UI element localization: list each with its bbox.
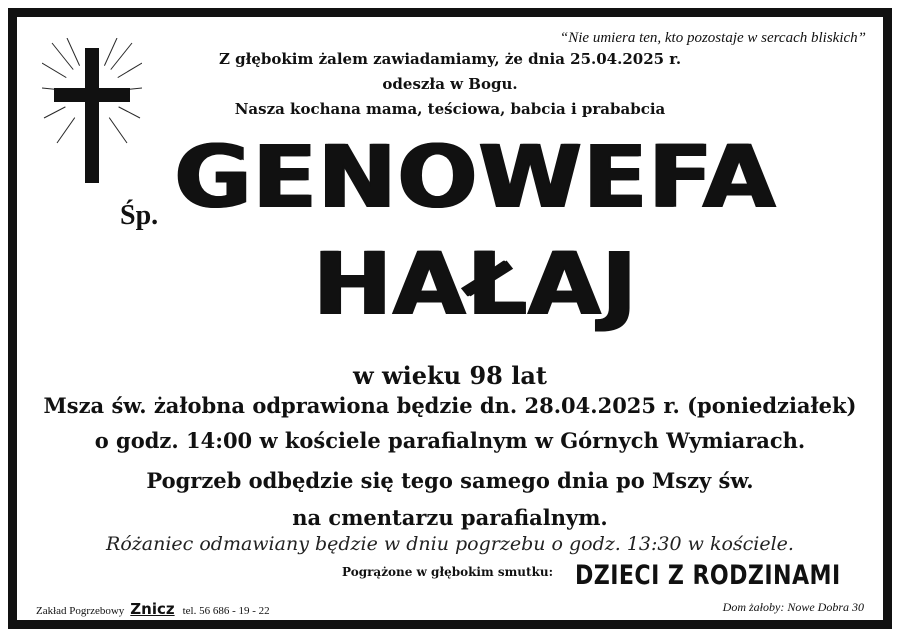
rosary-info: Różaniec odmawiany będzie w dniu pogrzebu o godz. 13:30 w kościele. [106, 533, 794, 555]
company-phone: tel. 56 686 - 19 - 22 [182, 605, 270, 617]
first-name: GENOWEFA [173, 128, 777, 229]
funeral-home-info [36, 600, 270, 618]
details-line-2: o godz. 14:00 w kościele parafialnym w Górnych Wymiarach. [94, 428, 806, 453]
memorial-quote: “Nie umiera ten, kto pozostaje w sercach bliskich” [559, 30, 866, 46]
name-prefix: Śp. [120, 200, 159, 231]
company-name: Znicz [130, 600, 175, 618]
mourners-label: Pogrążone w głębokim smutku: [342, 565, 554, 579]
details-line-3: Pogrzeb odbędzie się tego samego dnia po Mszy św. [146, 468, 754, 493]
intro-line-3: Nasza kochana mama, teściowa, babcia i prababcia [234, 100, 666, 118]
house-of-mourning: Dom żałoby: Nowe Dobra 30 [722, 600, 864, 614]
intro-line-2: odeszła w Bogu. [382, 75, 518, 93]
details-line-1: Msza św. żałobna odprawiona będzie dn. 28.04.2025 r. (poniedziałek) [43, 393, 857, 418]
age-line: w wieku 98 lat [352, 361, 547, 390]
mourners-names: DZIECI Z RODZINAMI [575, 560, 841, 591]
company-prefix: Zakład Pogrzebowy [36, 605, 125, 617]
last-name: HAŁAJ [312, 235, 638, 336]
details-line-4: na cmentarzu parafialnym. [292, 505, 608, 530]
intro-line-1: Z głębokim żalem zawiadamiamy, że dnia 25.04.2025 r. [218, 50, 682, 68]
